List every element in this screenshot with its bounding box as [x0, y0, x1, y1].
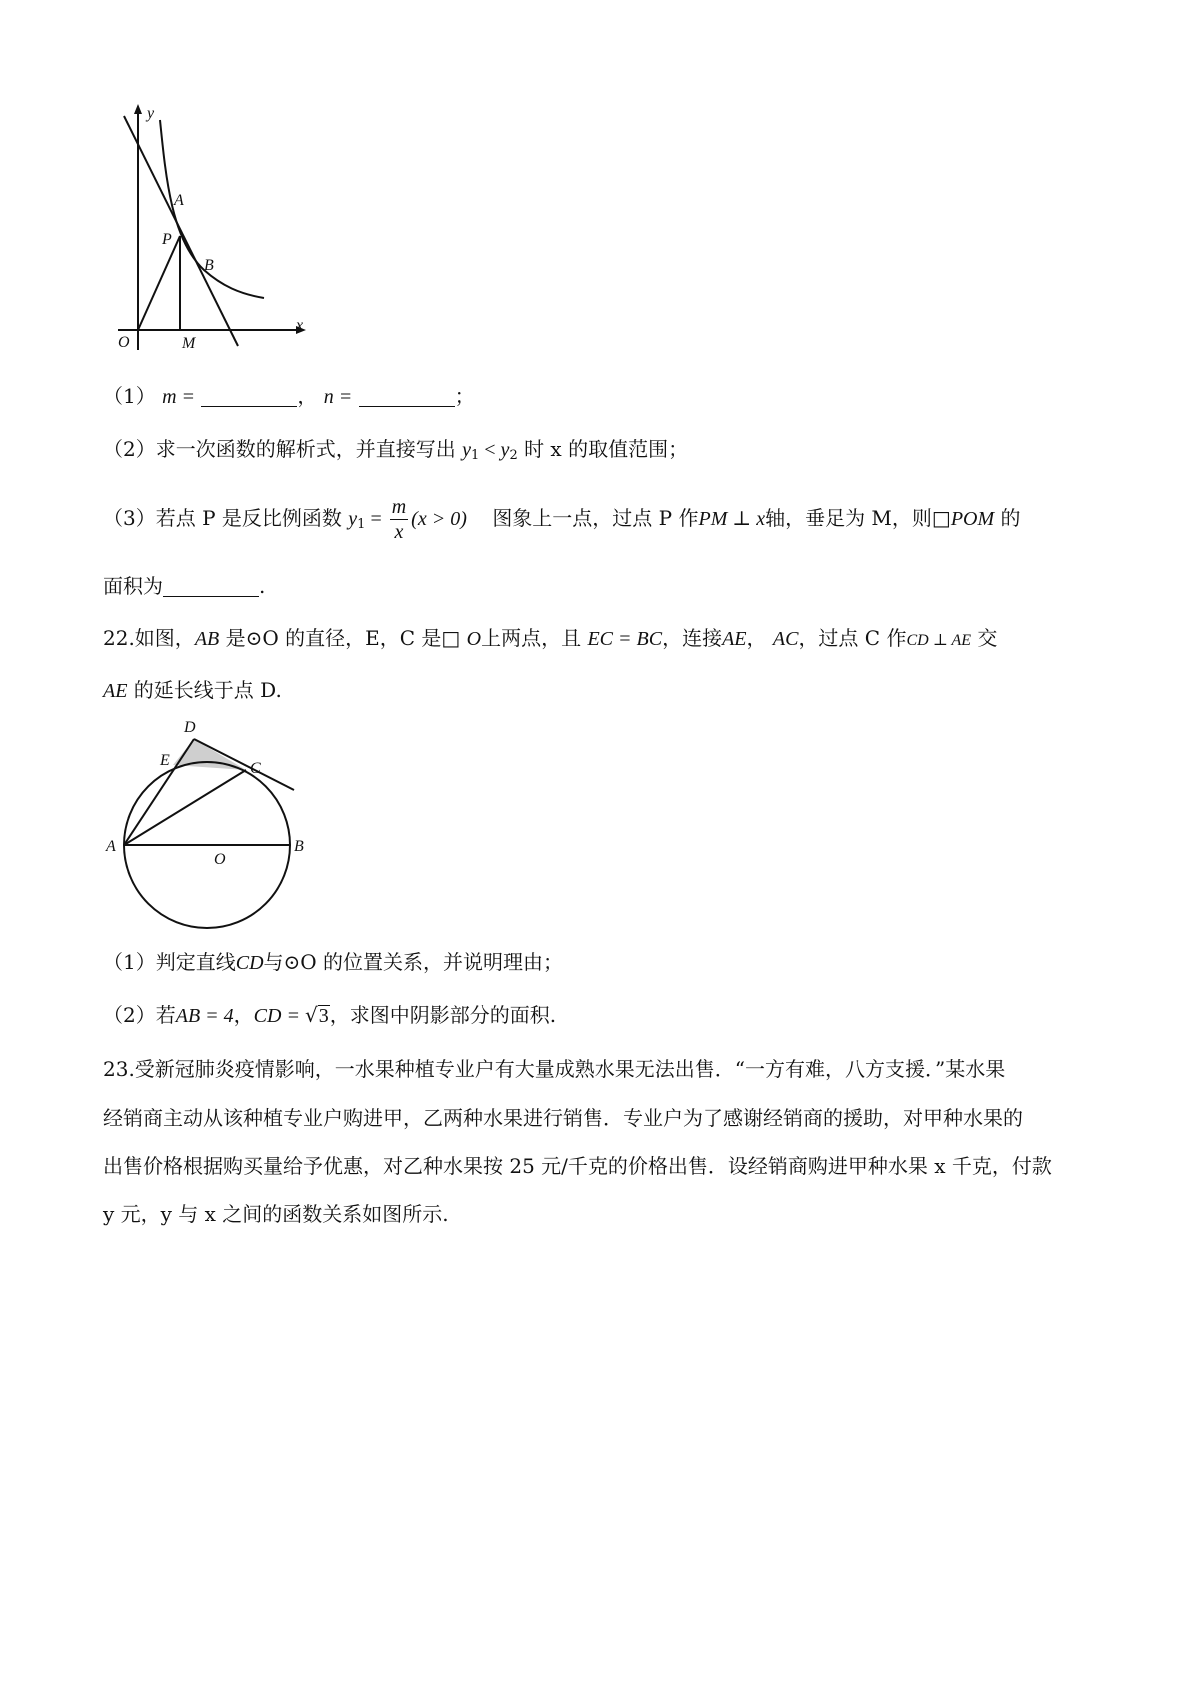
label-b2: B	[294, 838, 304, 855]
label-c: C	[250, 760, 261, 777]
label-p: P	[162, 231, 172, 248]
label-y: y	[147, 105, 155, 122]
q23-line1: 23.受新冠肺炎疫情影响，一水果种植专业户有大量成熟水果无法出售．“一方有难，八方支援．”某水果	[103, 1057, 1006, 1081]
q22-intro-line1: 22.如图，AB 是⊙O 的直径，E，C 是□ O上两点，且 EC = BC，连接AE， AC，过点 C 作CD ⊥ AE 交	[103, 626, 998, 650]
label-m: M	[182, 335, 196, 352]
circle-geometry-figure	[100, 712, 330, 932]
label-o: O	[118, 334, 130, 351]
label-b: B	[204, 257, 214, 274]
label-d: D	[184, 719, 196, 736]
q22-part2: （2）若AB = 4，CD = √3，求图中阴影部分的面积.	[103, 1003, 557, 1027]
q21-part3: （3）若点 P 是反比例函数 $y_1$ = $\frac{m}{x}$ (x > 0) 图象上一点，过点 P 作PM ⊥ x轴，垂足为 M，则□POM 的	[103, 496, 1021, 543]
label-a2: A	[106, 838, 116, 855]
q21-part1: （1） m = ， n = ；	[103, 384, 475, 408]
answer-blank-area[interactable]	[163, 576, 259, 597]
q22-intro-line2: AE 的延长线于点 D.	[103, 678, 282, 702]
triangle-symbol-placeholder: □	[931, 506, 951, 530]
q23-line3: 出售价格根据购买量给予优惠，对乙种水果按 25 元/千克的价格出售．设经销商购进甲种水果 x 千克，付款	[103, 1154, 1052, 1178]
q21-part2: （2）求一次函数的解析式，并直接写出 $y_1 < y_2$ 时 x 的取值范围；	[103, 437, 689, 463]
n-equals: n =	[323, 386, 353, 408]
m-equals: m =	[162, 386, 196, 408]
answer-blank-m[interactable]	[201, 386, 297, 407]
circle-symbol-placeholder: □	[441, 626, 461, 650]
segment-ad	[124, 739, 194, 845]
label-o2: O	[214, 851, 226, 868]
answer-blank-n[interactable]	[359, 386, 455, 407]
fraction-m-over-x: $\frac{m}{x}$	[391, 496, 407, 543]
label-a: A	[174, 192, 184, 209]
q22-part1: （1）判定直线CD与⊙O 的位置关系，并说明理由；	[103, 950, 564, 974]
sqrt-three: 3	[318, 1005, 329, 1027]
q23-line2: 经销商主动从该种植专业户购进甲，乙两种水果进行销售．专业户为了感谢经销商的援助，对甲种水果的	[103, 1106, 1023, 1130]
label-x: x	[296, 317, 304, 334]
segment-op	[138, 236, 180, 330]
label-e: E	[160, 752, 170, 769]
q23-line4: y 元，y 与 x 之间的函数关系如图所示.	[103, 1202, 449, 1226]
q21-part3-cont: 面积为 .	[103, 574, 266, 598]
function-graph-figure	[100, 100, 340, 390]
segment-ac	[124, 770, 246, 845]
